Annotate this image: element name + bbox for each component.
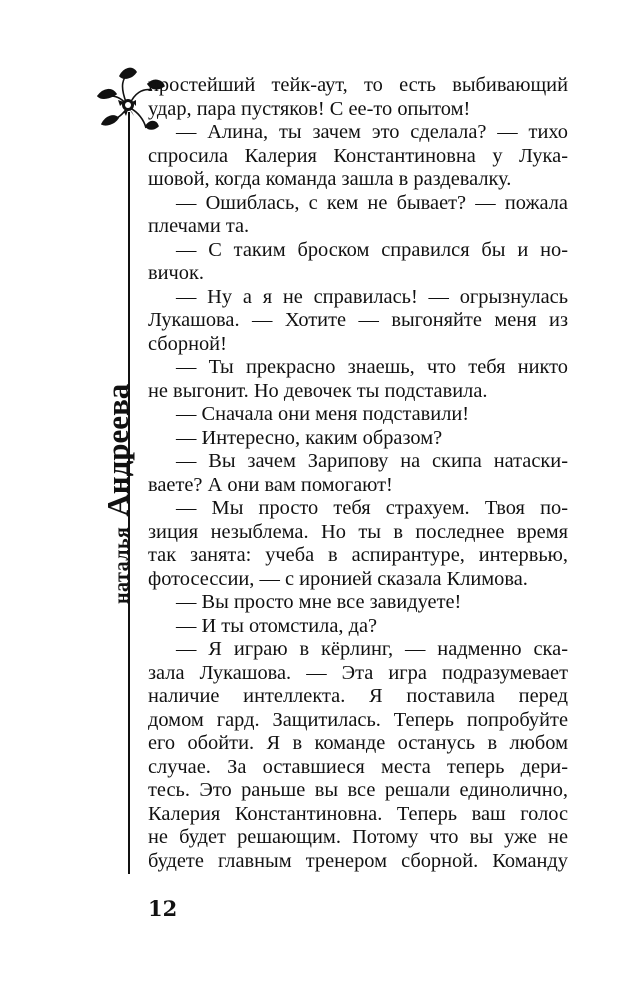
text-line: Калерия Константиновна. Теперь ваш голос <box>148 802 568 825</box>
text-line: будете главным тренером сборной. Команду <box>148 849 568 872</box>
body-text <box>148 74 568 873</box>
text-line: тесь. Это раньше вы все решали единолично, <box>148 779 568 801</box>
text-line: случае. За оставшиеся места теперь дери- <box>148 755 568 778</box>
text-line: наличие интеллекта. Я поставила перед <box>148 685 568 707</box>
text-line: шовой, когда команда зашла в раздевалку. <box>148 168 512 190</box>
text-line: — И ты отомстила, да? <box>176 614 378 637</box>
text-line: — Алина, ты зачем это сделала? — тихо <box>176 121 568 143</box>
text-line: зиция незыблема. Но ты в последнее время <box>148 520 568 543</box>
text-line: — Ну а я не справилась! — огрызнулась <box>176 285 568 308</box>
text-line: — Я играю в кёрлинг, — надменно ска- <box>176 638 568 660</box>
text-line: — Ты прекрасно знаешь, что тебя никто <box>176 356 568 378</box>
text-line: спросила Калерия Константиновна у Лука- <box>148 144 568 167</box>
text-line: удар, пара пустяков! С ее-то опытом! <box>148 97 471 120</box>
text-line: домом гард. Защитилась. Теперь попробуйте <box>148 708 568 731</box>
text-line: вичок. <box>148 262 204 284</box>
text-line: сборной! <box>148 332 227 355</box>
text-line: — Интересно, каким образом? <box>176 426 443 449</box>
text-line: его обойти. Я в команде останусь в любом <box>148 732 568 754</box>
running-head-author <box>100 384 136 604</box>
text-line: — С таким броском справился бы и но- <box>176 238 568 261</box>
text-line: — Вы зачем Зарипову на скипа натаски- <box>176 450 568 472</box>
text-line: — Мы просто тебя страхуем. Твоя по- <box>176 497 568 519</box>
text-line: — Ошиблась, с кем не бывает? — пожала <box>176 191 568 214</box>
text-line: — Вы просто мне все завидуете! <box>176 591 462 613</box>
text-line: не будет решающим. Потому что вы уже не <box>148 826 568 848</box>
author-given-name: наталья <box>111 526 133 604</box>
page-number: 12 <box>148 896 178 921</box>
author-family-name: Андреева <box>100 383 135 517</box>
text-line: не выгонит. Но девочек ты подставила. <box>148 379 488 402</box>
text-line: зала Лукашова. — Эта игра подразумевает <box>148 661 568 684</box>
text-line: плечами та. <box>148 215 250 237</box>
text-line: фотосессии, — с иронией сказала Климова. <box>148 567 528 590</box>
text-line: ваете? А они вам помогают! <box>148 473 393 496</box>
text-line: простейший тейк-аут, то есть выбивающий <box>148 74 568 96</box>
text-line: — Сначала они меня подставили! <box>176 403 470 425</box>
text-line: Лукашова. — Хотите — выгоняйте меня из <box>148 309 568 331</box>
text-line: так занята: учеба в аспирантуре, интервью, <box>148 544 568 566</box>
